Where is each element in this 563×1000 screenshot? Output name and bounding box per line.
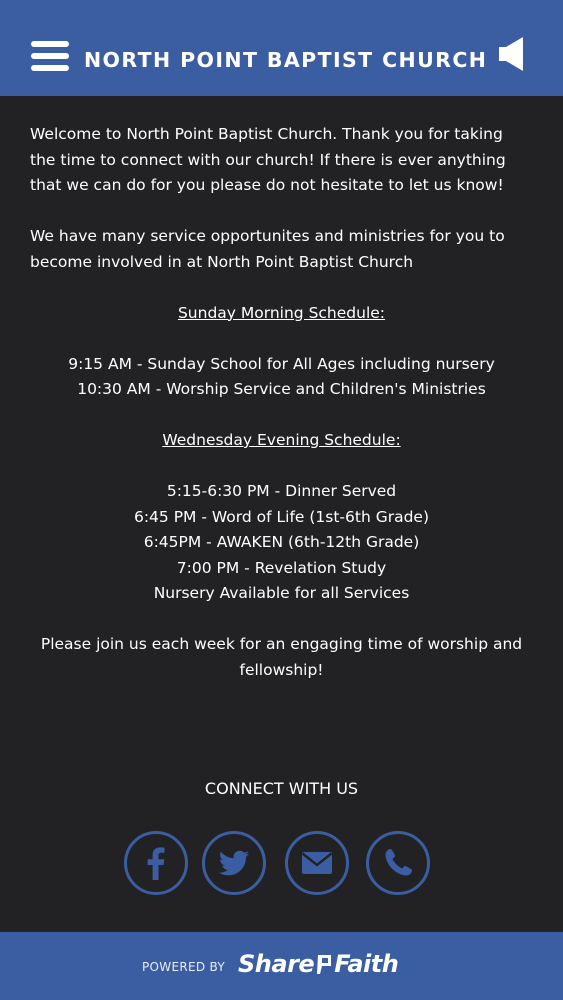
closing-paragraph: Please join us each week for an engaging time of worship and fellowship!	[40, 635, 523, 679]
brand-share: Share	[238, 950, 315, 978]
app-footer	[0, 932, 563, 1000]
wednesday-schedule-heading-text: Wednesday Evening Schedule:	[162, 431, 401, 449]
menu-bar-middle	[31, 53, 69, 59]
wednesday-schedule-list	[30, 479, 533, 607]
menu-bar-bottom	[31, 65, 69, 71]
powered-by-label: POWERED BY	[142, 960, 226, 974]
speaker-icon[interactable]	[497, 34, 527, 74]
brand-flag-icon	[315, 953, 333, 975]
sunday-schedule-list	[30, 352, 533, 403]
phone-button[interactable]	[366, 831, 430, 895]
sunday-schedule-heading-text: Sunday Morning Schedule:	[177, 303, 386, 322]
phone-icon	[369, 834, 427, 892]
email-button[interactable]	[285, 831, 349, 895]
twitter-button[interactable]	[202, 831, 266, 895]
welcome-paragraph: Welcome to North Point Baptist Church. Thank you for taking the time to connect with our church! If there is ever anything that we can do for you please do not hesitate to let us know!	[30, 125, 506, 194]
brand-faith: Faith	[334, 950, 399, 978]
app-header	[0, 0, 563, 96]
schedule-item: 7:00 PM - Revelation Study	[176, 558, 387, 577]
facebook-icon	[127, 834, 185, 892]
hamburger-menu-icon[interactable]	[31, 41, 69, 73]
schedule-item: 10:30 AM - Worship Service and Children's Ministries	[77, 380, 486, 398]
site-title: NORTH POINT BAPTIST CHURCH	[84, 48, 488, 72]
schedule-item: Nursery Available for all Services	[153, 584, 410, 602]
twitter-icon	[205, 834, 263, 892]
schedule-item: 6:45 PM - Word of Life (1st-6th Grade)	[133, 507, 430, 526]
email-icon	[288, 834, 346, 892]
connect-title: CONNECT WITH US	[204, 779, 359, 798]
sharefaith-logo[interactable]	[238, 948, 398, 980]
schedule-item: 9:15 AM - Sunday School for All Ages including nursery	[68, 354, 495, 373]
ministries-paragraph: We have many service opportunites and ministries for you to become involved in at North Point Baptist Church	[30, 227, 505, 271]
sunday-schedule-heading	[30, 301, 533, 327]
wednesday-schedule-heading	[30, 428, 533, 454]
main-content	[30, 122, 533, 709]
schedule-item: 5:15-6:30 PM - Dinner Served	[166, 482, 397, 500]
menu-bar-top	[31, 41, 69, 47]
schedule-item: 6:45PM - AWAKEN (6th-12th Grade)	[143, 533, 420, 551]
facebook-button[interactable]	[124, 831, 188, 895]
